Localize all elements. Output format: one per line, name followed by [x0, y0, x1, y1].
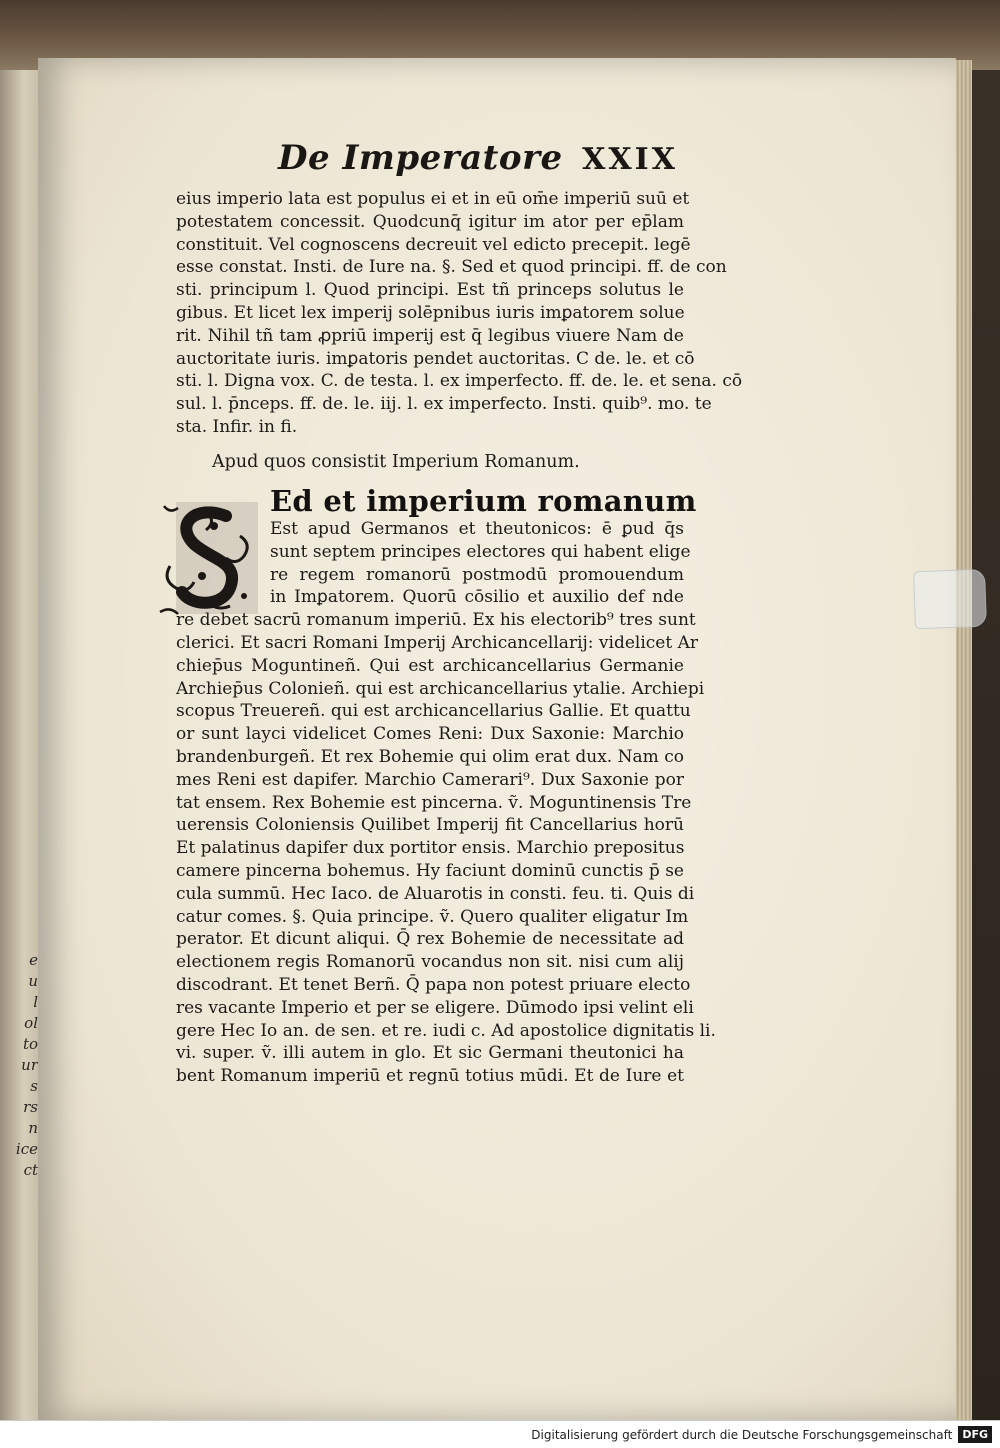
text-line: re regem romanorū postmodū promouendum: [270, 564, 684, 585]
text-line: bent Romanum imperiū et regnū totius mūdi. Et de Iure et: [176, 1066, 684, 1087]
verso-fragment: e: [29, 951, 38, 969]
text-line: tat ensem. Rex Bohemie est pincerna. ṽ. Moguntinensis Tre: [176, 792, 692, 813]
text-line: electionem regis Romanorū vocandus non sit. nisi cum alij: [176, 952, 684, 973]
text-line: eius imperio lata est populus ei et in eū om̄e imperiū suū et: [176, 189, 690, 209]
text-line: catur comes. §. Quia principe. ṽ. Quero qualiter eligatur Im: [176, 906, 689, 927]
text-line: brandenburgeñ. Et rex Bohemie qui olim erat dux. Nam co: [176, 746, 684, 767]
footer-credit: Digitalisierung gefördert durch die Deutsche Forschungsgemeinschaft: [531, 1427, 953, 1442]
paper-tab-marker: [913, 569, 987, 629]
text-line: perator. Et dicunt aliqui. Q̄ rex Bohemie de necessitate ad: [176, 929, 684, 950]
chapter-opening-line: Ed et imperium romanum: [270, 484, 697, 518]
text-line: sul. l. p̄nceps. ff. de. le. iij. l. ex imperfecto. Insti. quib⁹. mo. te: [176, 394, 712, 415]
text-line: re debet sacrū romanum imperiū. Ex his electorib⁹ tres sunt: [176, 610, 696, 631]
verso-fragment: rs: [23, 1098, 38, 1116]
verso-fragment: ice: [15, 1140, 38, 1158]
page-header: [278, 138, 678, 182]
text-line: camere pincerna bohemus. Hy faciunt dominū cunctis p̄ se: [176, 860, 684, 881]
text-line: potestatem concessit. Quodcunq̄ igitur im ator per ep̄lam: [176, 211, 684, 232]
text-line: uerensis Coloniensis Quilibet Imperij fit Cancellarius horū: [176, 815, 684, 836]
text-line: Est apud Germanos et theutonicos: ē ꝑud q̄s: [270, 519, 684, 539]
text-line: chiep̄us Moguntineñ. Qui est archicancellarius Germanie: [176, 655, 684, 676]
text-line: mes Reni est dapifer. Marchio Camerari⁹. Dux Saxonie por: [176, 769, 684, 790]
section-rubric: Apud quos consistit Imperium Romanum.: [212, 452, 580, 472]
text-line: constituit. Vel cognoscens decreuit vel edicto precepit. legē: [176, 234, 691, 255]
text-line: sunt septem principes electores qui habent elige: [270, 541, 691, 562]
verso-fragment: s: [30, 1077, 38, 1095]
verso-fragment: ur: [21, 1056, 38, 1074]
text-line: gere Hec Io an. de sen. et re. iudi c. Ad apostolice dignitatis li.: [176, 1020, 716, 1041]
text-line: in Imꝑatorem. Quorū cōsilio et auxilio def nde: [270, 587, 684, 608]
text-line: sti. l. Digna vox. C. de testa. l. ex imperfecto. ff. de. le. et sena. cō: [176, 371, 743, 392]
text-line: gibus. Et licet lex imperij solēpnibus iuris imꝑatorem solue: [176, 302, 685, 323]
text-line: res vacante Imperio et per se eligere. Dūmodo ipsi velint eli: [176, 997, 694, 1018]
text-line: esse constat. Insti. de Iure na. §. Sed et quod principi. ff. de con: [176, 257, 727, 278]
dfg-logo-icon: DFG: [958, 1426, 992, 1443]
paragraph-2: [176, 518, 716, 1088]
verso-text-fragments: [2, 950, 38, 1181]
verso-fragment: to: [22, 1035, 38, 1053]
text-line: discodrant. Et tenet Berñ. Q̄ papa non potest priuare electo: [176, 974, 691, 995]
folio-number: XXIX: [582, 142, 678, 177]
verso-fragment: ct: [23, 1161, 38, 1179]
verso-fragment: u: [28, 972, 38, 990]
text-line: sti. principum l. Quod principi. Est tñ princeps solutus le: [176, 280, 684, 301]
text-line: Et palatinus dapifer dux portitor ensis. Marchio prepositus: [176, 838, 685, 859]
paragraph-1: [176, 188, 743, 439]
text-line: rit. Nihil tñ tam ꝓpriū imperij est q̄ legibus viuere Nam de: [176, 325, 684, 346]
text-line: sta. Infir. in fi.: [176, 416, 298, 437]
text-line: or sunt layci videlicet Comes Reni: Dux Saxonie: Marchio: [176, 724, 684, 745]
text-line: clerici. Et sacri Romani Imperij Archicancellarij: videlicet Ar: [176, 632, 698, 653]
text-line: auctoritate iuris. imꝑatoris pendet auctoritas. C de. le. et cō: [176, 348, 695, 369]
verso-fragment: n: [28, 1119, 38, 1137]
verso-fragment: l: [33, 993, 38, 1011]
text-line: vi. super. ṽ. illi autem in glo. Et sic Germani theutonici ha: [176, 1043, 684, 1064]
verso-page-edge: [0, 70, 40, 1420]
text-line: Archiep̄us Colonieñ. qui est archicancellarius ytalie. Archiepi: [176, 678, 705, 699]
digitization-footer: [0, 1420, 1000, 1448]
text-line: scopus Treuereñ. qui est archicancellarius Gallie. Et quattu: [176, 701, 691, 722]
text-line: cula summū. Hec Iaco. de Aluarotis in consti. feu. ti. Quis di: [176, 883, 695, 904]
verso-fragment: ol: [24, 1014, 38, 1032]
running-title: De Imperatore: [278, 138, 563, 178]
